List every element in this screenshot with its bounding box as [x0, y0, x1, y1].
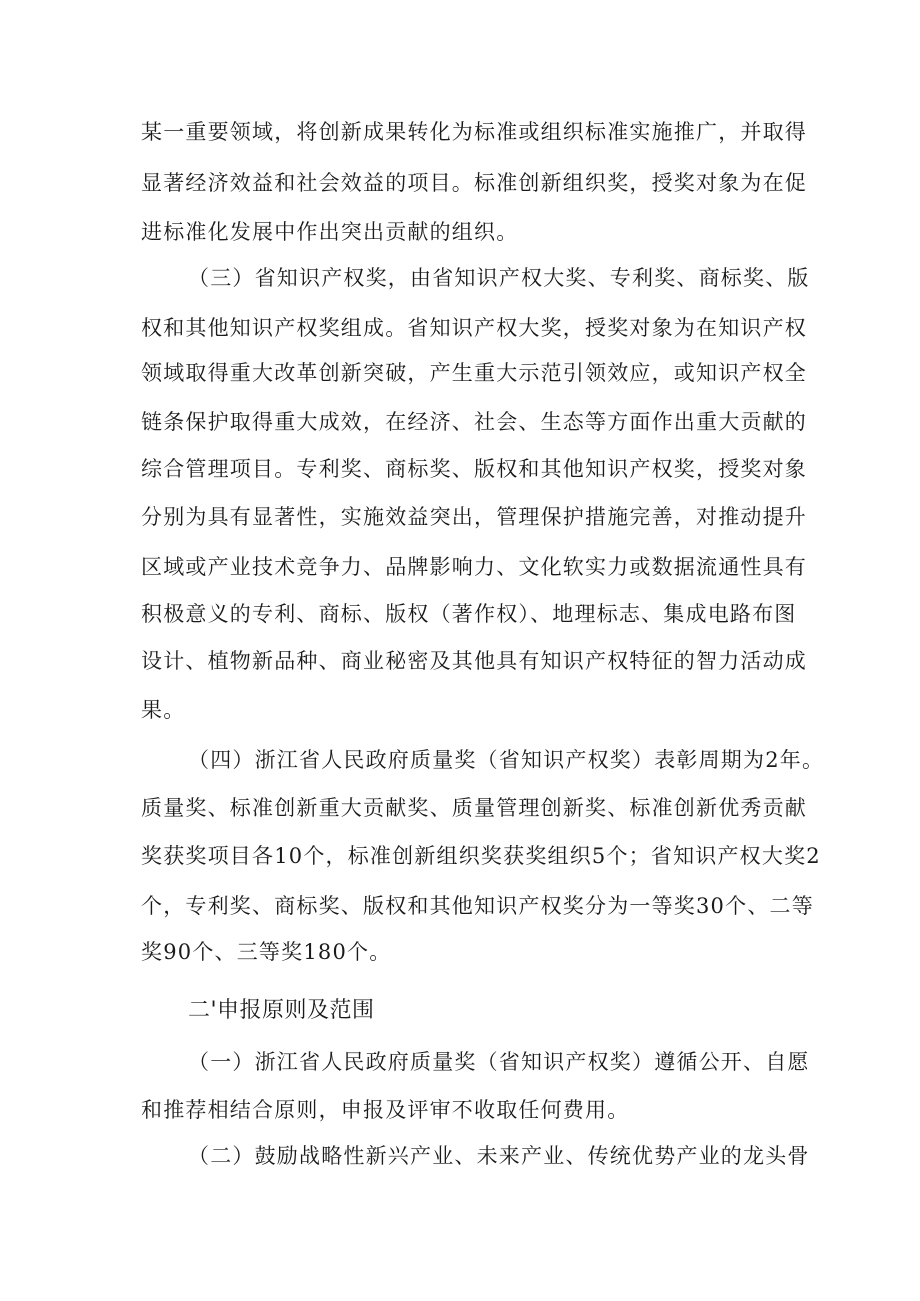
paragraph-line: 积极意义的专利、商标、版权（著作权）、地理标志、集成电路布图: [141, 602, 797, 626]
paragraph-line: 果。: [141, 698, 186, 722]
paragraph-line: （四）浙江省人民政府质量奖（省知识产权奖）表彰周期为2年。: [188, 748, 825, 772]
paragraph-line: 奖90个、三等奖180个。: [141, 940, 392, 964]
paragraph-line: 设计、植物新品种、商业秘密及其他具有知识产权特征的智力活动成: [141, 649, 807, 673]
paragraph-line: 某一重要领域，将创新成果转化为标准或组织标准实施推广，并取得: [141, 120, 807, 144]
paragraph-line: 综合管理项目。专利奖、商标奖、版权和其他知识产权奖，授奖对象: [141, 457, 807, 481]
paragraph-line: 进标准化发展中作出突出贡献的组织。: [141, 220, 519, 244]
paragraph-line: 区域或产业技术竞争力、品牌影响力、文化软实力或数据流通性具有: [141, 555, 807, 579]
paragraph-line: 链条保护取得重大成效，在经济、社会、生态等方面作出重大贡献的: [141, 410, 807, 434]
paragraph-line: 权和其他知识产权奖组成。省知识产权大奖，授奖对象为在知识产权: [141, 316, 807, 340]
paragraph-line: 领域取得重大改革创新突破，产生重大示范引领效应，或知识产权全: [141, 361, 807, 385]
paragraph-line: 质量奖、标准创新重大贡献奖、质量管理创新奖、标准创新优秀贡献: [141, 796, 807, 820]
paragraph-line: 和推荐相结合原则，申报及评审不收取任何费用。: [141, 1098, 630, 1122]
section-heading: 二'申报原则及范围: [188, 998, 375, 1023]
paragraph-line: 分别为具有显著性，实施效益突出，管理保护措施完善，对推动提升: [141, 505, 807, 529]
paragraph-line: （一）浙江省人民政府质量奖（省知识产权奖）遵循公开、自愿: [188, 1050, 810, 1074]
paragraph-line: 显著经济效益和社会效益的项目。标准创新组织奖，授奖对象为在促: [141, 171, 807, 195]
paragraph-line: 奖获奖项目各10个，标准创新组织奖获奖组织5个；省知识产权大奖2: [141, 844, 821, 868]
paragraph-line: （二）鼓励战略性新兴产业、未来产业、传统优势产业的龙头骨: [188, 1144, 810, 1168]
paragraph-line: （三）省知识产权奖，由省知识产权大奖、专利奖、商标奖、版: [188, 266, 810, 290]
paragraph-line: 个，专利奖、商标奖、版权和其他知识产权奖分为一等奖30个、二等: [141, 894, 814, 918]
